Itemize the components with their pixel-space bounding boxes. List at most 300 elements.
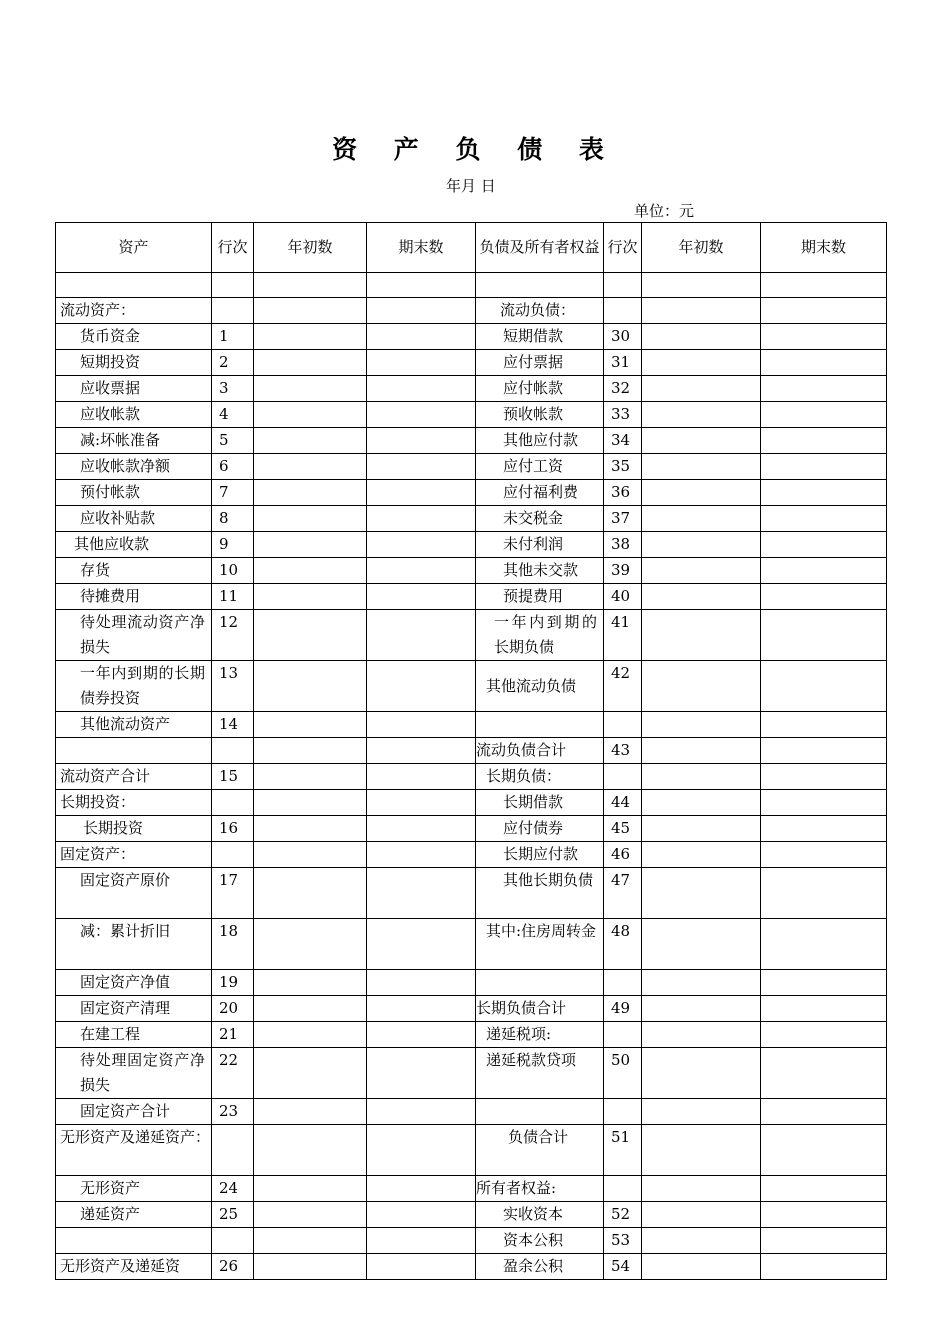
asset-label: 一年内到期的长期债券投资 xyxy=(56,661,212,712)
asset-row-no: 12 xyxy=(212,610,254,661)
asset-row-no: 10 xyxy=(212,558,254,584)
asset-label: 无形资产及递延资 xyxy=(56,1254,212,1280)
asset-label: 待摊费用 xyxy=(56,584,212,610)
table-row xyxy=(56,1048,887,1099)
liability-begin-value xyxy=(642,816,761,842)
asset-row-no: 15 xyxy=(212,764,254,790)
liability-label: 其他长期负债 xyxy=(476,868,604,919)
asset-end-value xyxy=(367,738,476,764)
asset-end-value xyxy=(367,428,476,454)
asset-label: 应收补贴款 xyxy=(56,506,212,532)
table-header-row xyxy=(56,223,887,273)
asset-begin-value xyxy=(254,428,367,454)
asset-begin-value xyxy=(254,350,367,376)
table-row xyxy=(56,816,887,842)
date-line: 年月 日 xyxy=(446,177,496,195)
liability-begin-value xyxy=(642,324,761,350)
asset-end-value xyxy=(367,790,476,816)
asset-begin-value xyxy=(254,919,367,970)
liability-end-value xyxy=(761,610,887,661)
liability-end-value xyxy=(761,506,887,532)
table-row xyxy=(56,558,887,584)
asset-begin-value xyxy=(254,273,367,298)
liability-begin-value xyxy=(642,919,761,970)
table-row xyxy=(56,428,887,454)
table-row xyxy=(56,1125,887,1176)
liability-label: 一年内到期的长期负债 xyxy=(476,610,604,661)
asset-row-no xyxy=(212,738,254,764)
table-row xyxy=(56,402,887,428)
table-row xyxy=(56,1254,887,1280)
liability-row-no: 53 xyxy=(604,1228,642,1254)
asset-row-no: 3 xyxy=(212,376,254,402)
header-row-no-liab: 行次 xyxy=(604,223,642,273)
asset-begin-value xyxy=(254,298,367,324)
asset-label: 应收帐款净额 xyxy=(56,454,212,480)
liability-begin-value xyxy=(642,661,761,712)
asset-end-value xyxy=(367,324,476,350)
asset-label: 固定资产： xyxy=(56,842,212,868)
liability-label: 长期借款 xyxy=(476,790,604,816)
asset-row-no: 11 xyxy=(212,584,254,610)
liability-row-no: 31 xyxy=(604,350,642,376)
asset-begin-value xyxy=(254,1022,367,1048)
asset-row-no: 7 xyxy=(212,480,254,506)
header-begin-asset: 年初数 xyxy=(254,223,367,273)
asset-end-value xyxy=(367,402,476,428)
liability-row-no xyxy=(604,1176,642,1202)
liability-end-value xyxy=(761,1048,887,1099)
asset-label: 应收帐款 xyxy=(56,402,212,428)
liability-end-value xyxy=(761,428,887,454)
asset-row-no xyxy=(212,842,254,868)
table-row xyxy=(56,1099,887,1125)
liability-end-value xyxy=(761,996,887,1022)
table-body xyxy=(56,273,887,1280)
liability-begin-value xyxy=(642,610,761,661)
asset-label: 长期投资： xyxy=(56,790,212,816)
liability-end-value xyxy=(761,324,887,350)
liability-row-no xyxy=(604,298,642,324)
table-row xyxy=(56,790,887,816)
liability-label: 负债合计 xyxy=(476,1125,604,1176)
asset-end-value xyxy=(367,350,476,376)
asset-end-value xyxy=(367,376,476,402)
asset-row-no: 9 xyxy=(212,532,254,558)
asset-begin-value xyxy=(254,712,367,738)
asset-end-value xyxy=(367,454,476,480)
liability-label: 应付债券 xyxy=(476,816,604,842)
liability-label: 应付票据 xyxy=(476,350,604,376)
liability-label xyxy=(476,273,604,298)
liability-begin-value xyxy=(642,868,761,919)
asset-row-no: 21 xyxy=(212,1022,254,1048)
asset-row-no: 13 xyxy=(212,661,254,712)
asset-row-no: 23 xyxy=(212,1099,254,1125)
asset-row-no xyxy=(212,1228,254,1254)
liability-end-value xyxy=(761,558,887,584)
asset-label xyxy=(56,1228,212,1254)
liability-begin-value xyxy=(642,298,761,324)
liability-end-value xyxy=(761,1099,887,1125)
table-row xyxy=(56,868,887,919)
liability-end-value xyxy=(761,1176,887,1202)
asset-end-value xyxy=(367,842,476,868)
asset-label: 减:坏帐准备 xyxy=(56,428,212,454)
liability-begin-value xyxy=(642,402,761,428)
liability-row-no: 39 xyxy=(604,558,642,584)
asset-end-value xyxy=(367,661,476,712)
asset-begin-value xyxy=(254,868,367,919)
liability-label: 应付帐款 xyxy=(476,376,604,402)
liability-row-no: 38 xyxy=(604,532,642,558)
liability-row-no: 48 xyxy=(604,919,642,970)
liability-end-value xyxy=(761,842,887,868)
asset-end-value xyxy=(367,1022,476,1048)
header-row-no-asset: 行次 xyxy=(212,223,254,273)
table-row xyxy=(56,970,887,996)
liability-row-no: 33 xyxy=(604,402,642,428)
header-liability: 负债及所有者权益 xyxy=(476,223,604,273)
asset-end-value xyxy=(367,1048,476,1099)
table-row xyxy=(56,610,887,661)
liability-end-value xyxy=(761,1125,887,1176)
liability-label: 递延税项: xyxy=(476,1022,604,1048)
liability-label: 其他应付款 xyxy=(476,428,604,454)
liability-label: 实收资本 xyxy=(476,1202,604,1228)
table-row xyxy=(56,350,887,376)
asset-row-no: 6 xyxy=(212,454,254,480)
liability-begin-value xyxy=(642,970,761,996)
table-row xyxy=(56,532,887,558)
liability-row-no xyxy=(604,1099,642,1125)
table-row xyxy=(56,1228,887,1254)
asset-begin-value xyxy=(254,790,367,816)
liability-label: 盈余公积 xyxy=(476,1254,604,1280)
asset-end-value xyxy=(367,584,476,610)
asset-label: 存货 xyxy=(56,558,212,584)
asset-row-no: 1 xyxy=(212,324,254,350)
asset-row-no xyxy=(212,790,254,816)
asset-begin-value xyxy=(254,1099,367,1125)
liability-label xyxy=(476,712,604,738)
asset-row-no: 22 xyxy=(212,1048,254,1099)
asset-end-value xyxy=(367,919,476,970)
liability-label: 未付利润 xyxy=(476,532,604,558)
asset-label: 短期投资 xyxy=(56,350,212,376)
asset-begin-value xyxy=(254,1125,367,1176)
liability-label: 其中:住房周转金 xyxy=(476,919,604,970)
liability-row-no: 46 xyxy=(604,842,642,868)
asset-begin-value xyxy=(254,970,367,996)
asset-row-no: 25 xyxy=(212,1202,254,1228)
asset-label: 减：累计折旧 xyxy=(56,919,212,970)
asset-label: 无形资产 xyxy=(56,1176,212,1202)
asset-label xyxy=(56,738,212,764)
asset-end-value xyxy=(367,1228,476,1254)
table-row xyxy=(56,506,887,532)
asset-label: 流动资产： xyxy=(56,298,212,324)
liability-begin-value xyxy=(642,480,761,506)
liability-row-no: 54 xyxy=(604,1254,642,1280)
asset-begin-value xyxy=(254,558,367,584)
liability-begin-value xyxy=(642,428,761,454)
liability-end-value xyxy=(761,402,887,428)
liability-row-no xyxy=(604,1022,642,1048)
asset-label: 固定资产原价 xyxy=(56,868,212,919)
liability-row-no: 49 xyxy=(604,996,642,1022)
liability-begin-value xyxy=(642,376,761,402)
liability-label: 预提费用 xyxy=(476,584,604,610)
header-end-asset: 期末数 xyxy=(367,223,476,273)
liability-label: 所有者权益: xyxy=(476,1176,604,1202)
liability-end-value xyxy=(761,376,887,402)
liability-row-no: 36 xyxy=(604,480,642,506)
liability-row-no xyxy=(604,764,642,790)
table-row xyxy=(56,1022,887,1048)
liability-begin-value xyxy=(642,1125,761,1176)
liability-label: 流动负债： xyxy=(476,298,604,324)
liability-begin-value xyxy=(642,584,761,610)
asset-row-no: 4 xyxy=(212,402,254,428)
liability-end-value xyxy=(761,661,887,712)
asset-label: 固定资产清理 xyxy=(56,996,212,1022)
asset-row-no: 20 xyxy=(212,996,254,1022)
liability-label: 长期负债合计 xyxy=(476,996,604,1022)
liability-begin-value xyxy=(642,558,761,584)
asset-begin-value xyxy=(254,1228,367,1254)
asset-label: 应收票据 xyxy=(56,376,212,402)
liability-begin-value xyxy=(642,712,761,738)
table-row xyxy=(56,764,887,790)
liability-end-value xyxy=(761,790,887,816)
liability-label: 长期应付款 xyxy=(476,842,604,868)
asset-row-no: 26 xyxy=(212,1254,254,1280)
asset-label: 无形资产及递延资产： xyxy=(56,1125,212,1176)
liability-end-value xyxy=(761,584,887,610)
liability-end-value xyxy=(761,816,887,842)
table-row xyxy=(56,324,887,350)
liability-row-no: 40 xyxy=(604,584,642,610)
asset-end-value xyxy=(367,1176,476,1202)
asset-end-value xyxy=(367,1099,476,1125)
liability-begin-value xyxy=(642,1254,761,1280)
asset-end-value xyxy=(367,1254,476,1280)
asset-label: 待处理固定资产净损失 xyxy=(56,1048,212,1099)
liability-row-no: 32 xyxy=(604,376,642,402)
asset-row-no: 8 xyxy=(212,506,254,532)
asset-row-no: 18 xyxy=(212,919,254,970)
asset-begin-value xyxy=(254,1176,367,1202)
asset-row-no: 14 xyxy=(212,712,254,738)
asset-begin-value xyxy=(254,842,367,868)
asset-end-value xyxy=(367,610,476,661)
asset-label: 其他应收款 xyxy=(56,532,212,558)
liability-end-value xyxy=(761,298,887,324)
liability-begin-value xyxy=(642,1176,761,1202)
asset-label: 递延资产 xyxy=(56,1202,212,1228)
liability-row-no: 51 xyxy=(604,1125,642,1176)
asset-label: 预付帐款 xyxy=(56,480,212,506)
table-row xyxy=(56,1202,887,1228)
asset-begin-value xyxy=(254,584,367,610)
liability-end-value xyxy=(761,1228,887,1254)
asset-end-value xyxy=(367,996,476,1022)
liability-end-value xyxy=(761,350,887,376)
liability-row-no: 52 xyxy=(604,1202,642,1228)
liability-end-value xyxy=(761,454,887,480)
asset-begin-value xyxy=(254,506,367,532)
liability-label: 应付福利费 xyxy=(476,480,604,506)
liability-row-no: 41 xyxy=(604,610,642,661)
liability-row-no: 43 xyxy=(604,738,642,764)
asset-label: 待处理流动资产净损失 xyxy=(56,610,212,661)
table-row xyxy=(56,712,887,738)
liability-begin-value xyxy=(642,790,761,816)
table-row xyxy=(56,738,887,764)
balance-sheet-table xyxy=(55,222,887,1280)
asset-row-no: 17 xyxy=(212,868,254,919)
table-row xyxy=(56,298,887,324)
asset-begin-value xyxy=(254,402,367,428)
liability-label xyxy=(476,1099,604,1125)
asset-row-no: 19 xyxy=(212,970,254,996)
asset-row-no: 5 xyxy=(212,428,254,454)
liability-begin-value xyxy=(642,738,761,764)
asset-begin-value xyxy=(254,1048,367,1099)
asset-begin-value xyxy=(254,454,367,480)
liability-row-no: 34 xyxy=(604,428,642,454)
asset-label: 固定资产合计 xyxy=(56,1099,212,1125)
table-row xyxy=(56,1176,887,1202)
liability-label: 其他流动负债 xyxy=(476,661,604,712)
liability-label: 未交税金 xyxy=(476,506,604,532)
header-end-liab: 期末数 xyxy=(761,223,887,273)
liability-row-no xyxy=(604,273,642,298)
asset-row-no xyxy=(212,273,254,298)
liability-begin-value xyxy=(642,1048,761,1099)
table-row xyxy=(56,454,887,480)
liability-end-value xyxy=(761,1254,887,1280)
liability-end-value xyxy=(761,764,887,790)
liability-row-no: 42 xyxy=(604,661,642,712)
document-title: 资 产 负 债 表 xyxy=(332,135,618,164)
asset-end-value xyxy=(367,532,476,558)
liability-label: 其他未交款 xyxy=(476,558,604,584)
liability-end-value xyxy=(761,970,887,996)
table-row xyxy=(56,996,887,1022)
asset-end-value xyxy=(367,712,476,738)
asset-begin-value xyxy=(254,376,367,402)
table-row xyxy=(56,661,887,712)
liability-end-value xyxy=(761,1022,887,1048)
asset-label: 货币资金 xyxy=(56,324,212,350)
liability-row-no xyxy=(604,970,642,996)
asset-end-value xyxy=(367,764,476,790)
liability-end-value xyxy=(761,1202,887,1228)
asset-row-no: 16 xyxy=(212,816,254,842)
asset-end-value xyxy=(367,1125,476,1176)
table-row xyxy=(56,480,887,506)
asset-label: 长期投资 xyxy=(56,816,212,842)
liability-end-value xyxy=(761,868,887,919)
liability-row-no: 47 xyxy=(604,868,642,919)
liability-label: 资本公积 xyxy=(476,1228,604,1254)
asset-begin-value xyxy=(254,661,367,712)
asset-begin-value xyxy=(254,996,367,1022)
asset-end-value xyxy=(367,480,476,506)
asset-row-no xyxy=(212,1125,254,1176)
liability-begin-value xyxy=(642,273,761,298)
liability-row-no: 44 xyxy=(604,790,642,816)
liability-row-no: 30 xyxy=(604,324,642,350)
liability-begin-value xyxy=(642,1228,761,1254)
liability-begin-value xyxy=(642,996,761,1022)
liability-label: 应付工资 xyxy=(476,454,604,480)
liability-begin-value xyxy=(642,350,761,376)
asset-row-no: 24 xyxy=(212,1176,254,1202)
liability-label: 预收帐款 xyxy=(476,402,604,428)
asset-begin-value xyxy=(254,764,367,790)
liability-row-no: 37 xyxy=(604,506,642,532)
liability-begin-value xyxy=(642,454,761,480)
asset-label xyxy=(56,273,212,298)
liability-end-value xyxy=(761,919,887,970)
header-begin-liab: 年初数 xyxy=(642,223,761,273)
liability-end-value xyxy=(761,273,887,298)
asset-row-no: 2 xyxy=(212,350,254,376)
asset-end-value xyxy=(367,1202,476,1228)
asset-begin-value xyxy=(254,1202,367,1228)
liability-begin-value xyxy=(642,532,761,558)
asset-end-value xyxy=(367,816,476,842)
liability-end-value xyxy=(761,712,887,738)
table-row xyxy=(56,584,887,610)
asset-begin-value xyxy=(254,1254,367,1280)
asset-end-value xyxy=(367,558,476,584)
asset-begin-value xyxy=(254,532,367,558)
liability-row-no xyxy=(604,712,642,738)
asset-begin-value xyxy=(254,480,367,506)
asset-end-value xyxy=(367,298,476,324)
liability-label: 流动负债合计 xyxy=(476,738,604,764)
liability-begin-value xyxy=(642,1022,761,1048)
liability-end-value xyxy=(761,480,887,506)
asset-begin-value xyxy=(254,816,367,842)
liability-row-no: 50 xyxy=(604,1048,642,1099)
liability-begin-value xyxy=(642,842,761,868)
asset-begin-value xyxy=(254,738,367,764)
table-row xyxy=(56,842,887,868)
asset-end-value xyxy=(367,506,476,532)
liability-end-value xyxy=(761,738,887,764)
asset-end-value xyxy=(367,273,476,298)
asset-begin-value xyxy=(254,324,367,350)
liability-begin-value xyxy=(642,1099,761,1125)
asset-label: 流动资产合计 xyxy=(56,764,212,790)
liability-begin-value xyxy=(642,506,761,532)
header-asset: 资产 xyxy=(56,223,212,273)
asset-end-value xyxy=(367,970,476,996)
asset-begin-value xyxy=(254,610,367,661)
asset-end-value xyxy=(367,868,476,919)
table-row xyxy=(56,919,887,970)
asset-label: 其他流动资产 xyxy=(56,712,212,738)
liability-row-no: 45 xyxy=(604,816,642,842)
liability-label: 长期负债： xyxy=(476,764,604,790)
liability-row-no: 35 xyxy=(604,454,642,480)
liability-end-value xyxy=(761,532,887,558)
